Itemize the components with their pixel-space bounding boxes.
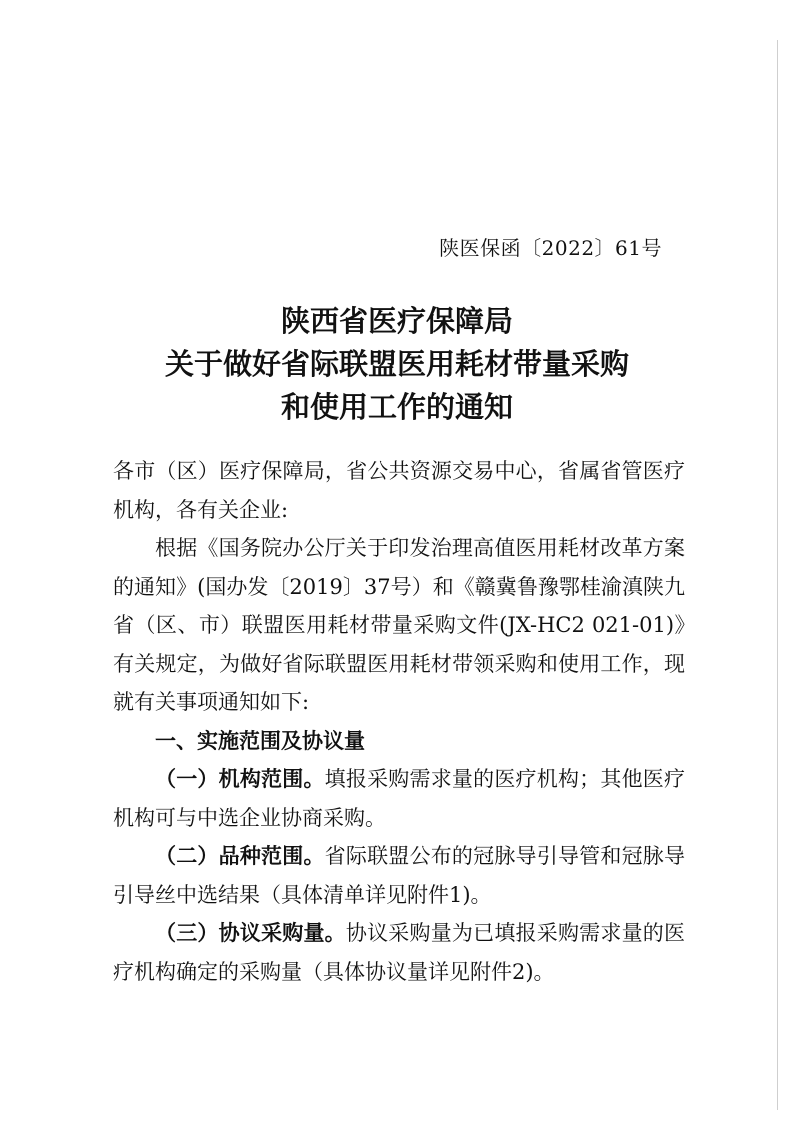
intro-paragraph: 根据《国务院办公厅关于印发治理高值医用耗材改革方案的通知》(国办发〔2019〕37号）和《赣冀鲁豫鄂桂渝滇陕九省（区、市）联盟医用耗材带量采购文件(JX-HC2 021-01)》有关规定，为做好省际联盟医用耗材带领采购和使用工作，现就有关事项通知如下: — [113, 536, 685, 714]
section-heading: 一、实施范围及协议量 — [155, 728, 365, 753]
item-text: 协议采购量为已填报采购需求量的医疗机构确定的采购量（具体协议量详见附件2)。 — [113, 921, 685, 984]
scan-edge-line — [777, 40, 778, 1110]
document-number: 陕医保函〔2022〕61号 — [439, 236, 662, 260]
section-item-2 — [113, 837, 685, 914]
document-title — [0, 300, 794, 429]
item-text: 省际联盟公布的冠脉导引导管和冠脉导引导丝中选结果（具体清单详见附件1)。 — [113, 844, 686, 907]
item-text: 填报采购需求量的医疗机构；其他医疗机构可与中选企业协商采购。 — [113, 767, 686, 830]
title-line-1: 陕西省医疗保障局 — [280, 304, 513, 338]
section-item-3 — [113, 914, 685, 991]
addressee-paragraph: 各市（区）医疗保障局，省公共资源交易中心，省属省管医疗机构，各有关企业: — [113, 459, 685, 522]
item-lead: （二）品种范围。 — [155, 844, 325, 868]
document-body — [113, 452, 685, 991]
item-lead: （一）机构范围。 — [155, 767, 325, 791]
item-lead: （三）协议采购量。 — [155, 921, 346, 945]
title-line-2: 关于做好省际联盟医用耗材带量采购 — [164, 347, 629, 381]
section-item-1 — [113, 760, 685, 837]
title-line-3: 和使用工作的通知 — [280, 390, 513, 424]
